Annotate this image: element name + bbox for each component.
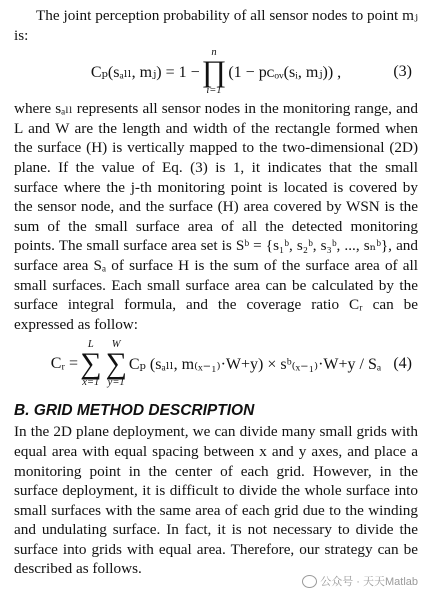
sum-operator-x: L ∑ x=1 <box>80 338 102 389</box>
paragraph-coverage: where sₐₗₗ represents all sensor nodes in the monitoring range, and L and W are the length and width of the rectangle formed when the surface (H) is vertically mapped to the two-dimensional (2D) plane. If the value of Eq. (3) is 1, it indicates that the small surface where the j-th monitoring point is located is covered by the sensor node, and the surface (H) area covered by WSN is the sum of the small surface area of all the detected monitoring points. The small surface area set is Sᵇ = {s₁ᵇ, s₂ᵇ, s₃ᵇ, ..., sₙᵇ}, and surface area Sₐ of surface H is the sum of the surface area of all small surfaces. Each small surface area can be calculated by the surface integral formula, and the coverage ratio Cᵣ can be expressed as follow: <box>14 100 418 333</box>
section-heading: B. GRID METHOD DESCRIPTION <box>14 402 255 420</box>
paragraph-grid-method: In the 2D plane deployment, we can divide many small grids with equal area with equal spacing between x and y axes, and place a monitoring point in the center of each grid. However, in the surface deployment, it is difficult to divide the whole surface into small surfaces with the same area of each grid due to the winding and undulating surface. In fact, it is not necessary to divide the surface into grids with equal area. Therefore, our strategy can be described as follows. <box>14 423 418 578</box>
equation-3-rhs: (1 − pᴄₒᵥ(sᵢ, mⱼ)) , <box>228 64 342 82</box>
equation-3-lhs: Cₚ(sₐₗₗ, mⱼ) = 1 − <box>90 64 200 82</box>
sum-y-lower-limit: y=1 <box>107 377 125 389</box>
equation-4-lhs: Cᵣ = <box>50 355 79 373</box>
paragraph-intro: The joint perception probability of all sensor nodes to point mⱼ is: <box>14 7 418 44</box>
equation-3 <box>14 45 418 99</box>
sum-y-upper-limit: W <box>111 338 121 350</box>
product-upper-limit: n <box>211 46 217 58</box>
watermark-text: 公众号 · 天天Matlab <box>320 576 418 588</box>
equation-3-number: (3) <box>393 63 412 81</box>
wechat-icon <box>302 575 317 588</box>
equation-4-number: (4) <box>393 355 412 373</box>
sum-operator-y: W ∑ y=1 <box>105 338 127 389</box>
sum-x-lower-limit: x=1 <box>82 377 100 389</box>
equation-4-rhs: Cₚ (sₐₗₗ, m₍ₓ₋₁₎·W+y) × sᵇ₍ₓ₋₁₎·W+y / Sₐ <box>128 356 382 374</box>
sum-x-upper-limit: L <box>87 338 94 350</box>
product-operator: n ∏ i=1 <box>201 46 227 97</box>
watermark <box>302 573 418 589</box>
product-lower-limit: i=1 <box>206 85 222 97</box>
equation-4 <box>14 334 418 394</box>
